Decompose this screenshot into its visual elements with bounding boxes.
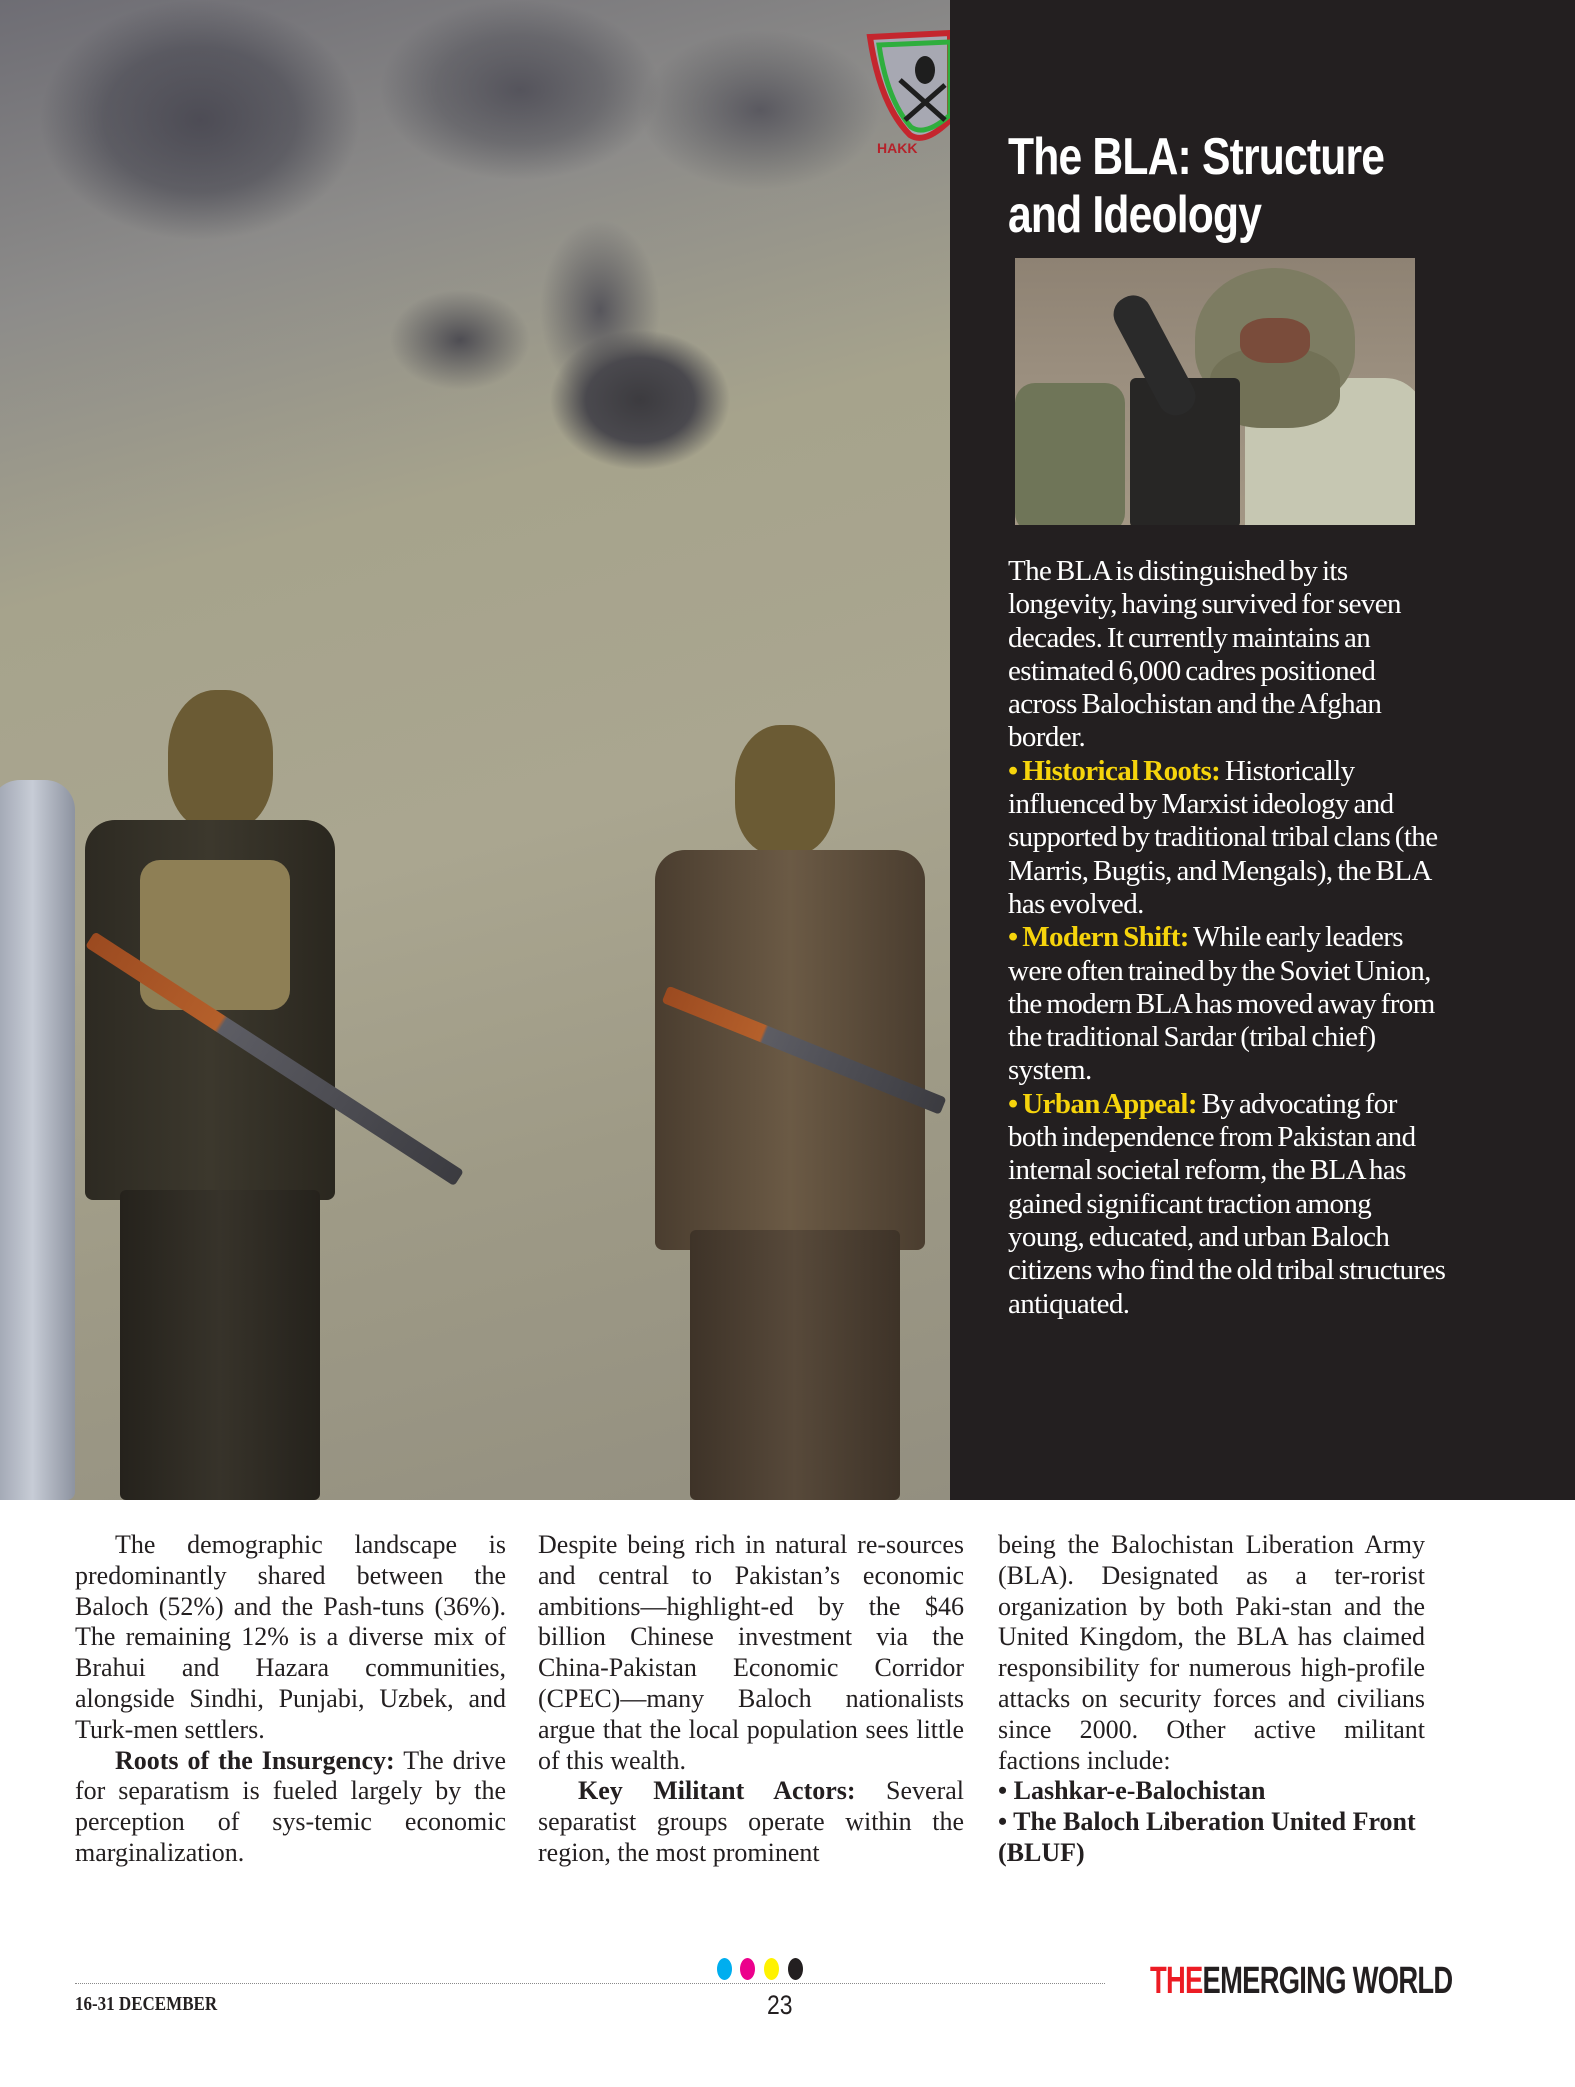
sidebar-bullet bbox=[1008, 1088, 1448, 1321]
inset-photo bbox=[1015, 258, 1415, 525]
photo-face bbox=[1240, 318, 1310, 363]
article-paragraph: being the Balochistan Liberation Army (BLA). Designated as a ter-rorist organization by both Paki-stan and the United Kingdom, the BLA has claimed responsibility for numerous high-profile attacks on security forces and civilians since 2000. Other active militant factions include: bbox=[998, 1530, 1425, 1775]
article-subheading: Roots of the Insurgency: bbox=[115, 1745, 395, 1775]
registration-dot-black-icon bbox=[788, 1958, 803, 1980]
sidebar-bullet-text: By advocating for both independence from Pakistan and internal societal reform, the BLA has gained significant traction among young, educated, and urban Baloch citizens who find the old tribal structures antiquated. bbox=[1008, 1087, 1446, 1320]
photo-ammo-drum bbox=[1015, 383, 1125, 525]
sidebar-bullet-label: • Historical Roots: bbox=[1008, 754, 1221, 787]
logo-watermark bbox=[865, 25, 950, 155]
sidebar-title bbox=[1008, 128, 1434, 244]
article-column-1 bbox=[75, 1530, 506, 1869]
main-photo bbox=[0, 0, 950, 1500]
sidebar-intro: The BLA is distinguished by its longevity, having survived for seven decades. It currently maintains an estimated 6,000 cadres positioned across Balochistan and the Afghan border. bbox=[1008, 555, 1401, 754]
sidebar-title-line2: and Ideology bbox=[1008, 186, 1262, 244]
article-column-2 bbox=[538, 1530, 964, 1869]
registration-dot-yellow-icon bbox=[764, 1958, 779, 1980]
sidebar-bullet bbox=[1008, 921, 1448, 1087]
article-paragraph-text: Several separatist groups operate within the region, the most prominent bbox=[538, 1776, 964, 1867]
sidebar-body bbox=[1008, 555, 1448, 1321]
sidebar-bullet bbox=[1008, 755, 1448, 921]
sidebar-bullet-label: • Modern Shift: bbox=[1008, 921, 1189, 954]
article-column-3 bbox=[998, 1530, 1425, 1869]
article-paragraph: The demographic landscape is predominantly shared between the Baloch (52%) and the Pash-tuns (36%). The remaining 12% is a diverse mix of Brahui and Hazara communities, alongside Sindhi, Punjabi, Uzbek, and Turk-men settlers. bbox=[75, 1530, 506, 1744]
article-paragraph bbox=[75, 1746, 506, 1869]
sidebar-title-line1: The BLA: Structure bbox=[1008, 128, 1385, 186]
issue-date: 16-31 DECEMBER bbox=[75, 1993, 218, 2015]
sidebar-bullet-text: While early leaders were often trained by the Soviet Union, the modern BLA has moved away from the traditional Sardar (tribal chief) system. bbox=[1008, 921, 1435, 1087]
page-number: 23 bbox=[767, 1990, 793, 2020]
footer-divider bbox=[75, 1983, 1105, 1984]
sidebar-bullet-label: • Urban Appeal: bbox=[1008, 1087, 1197, 1120]
article-paragraph bbox=[538, 1776, 964, 1868]
sidebar-bullet-text: Historically influenced by Marxist ideology and supported by traditional tribal clans (the Marris, Bugtis, and Mengals), the BLA has evolved. bbox=[1008, 754, 1438, 920]
publication-logo bbox=[1150, 1961, 1452, 2001]
shield-logo-icon bbox=[865, 25, 950, 155]
publication-logo-part2: EMERGING WORLD bbox=[1202, 1960, 1453, 2002]
article-paragraph-text: The drive for separatism is fueled largely by the perception of sys-temic economic marginalization. bbox=[75, 1745, 507, 1867]
registration-dot-cyan-icon bbox=[717, 1958, 732, 1980]
publication-logo-part1: THE bbox=[1150, 1960, 1203, 2002]
article-paragraph: Despite being rich in natural re-sources and central to Pakistan’s economic ambitions—highlight-ed by the $46 billion Chinese investment via the China-Pakistan Economic Corridor (CPEC)—many Baloch nationalists argue that the local population sees little of this wealth. bbox=[538, 1530, 964, 1775]
article-subheading: Key Militant Actors: bbox=[578, 1776, 856, 1806]
registration-dot-magenta-icon bbox=[740, 1958, 755, 1980]
logo-text: HAKK bbox=[877, 140, 918, 155]
faction-list-item: • The Baloch Liberation United Front (BLUF) bbox=[998, 1807, 1416, 1867]
faction-list-item: • Lashkar-e-Balochistan bbox=[998, 1776, 1266, 1806]
